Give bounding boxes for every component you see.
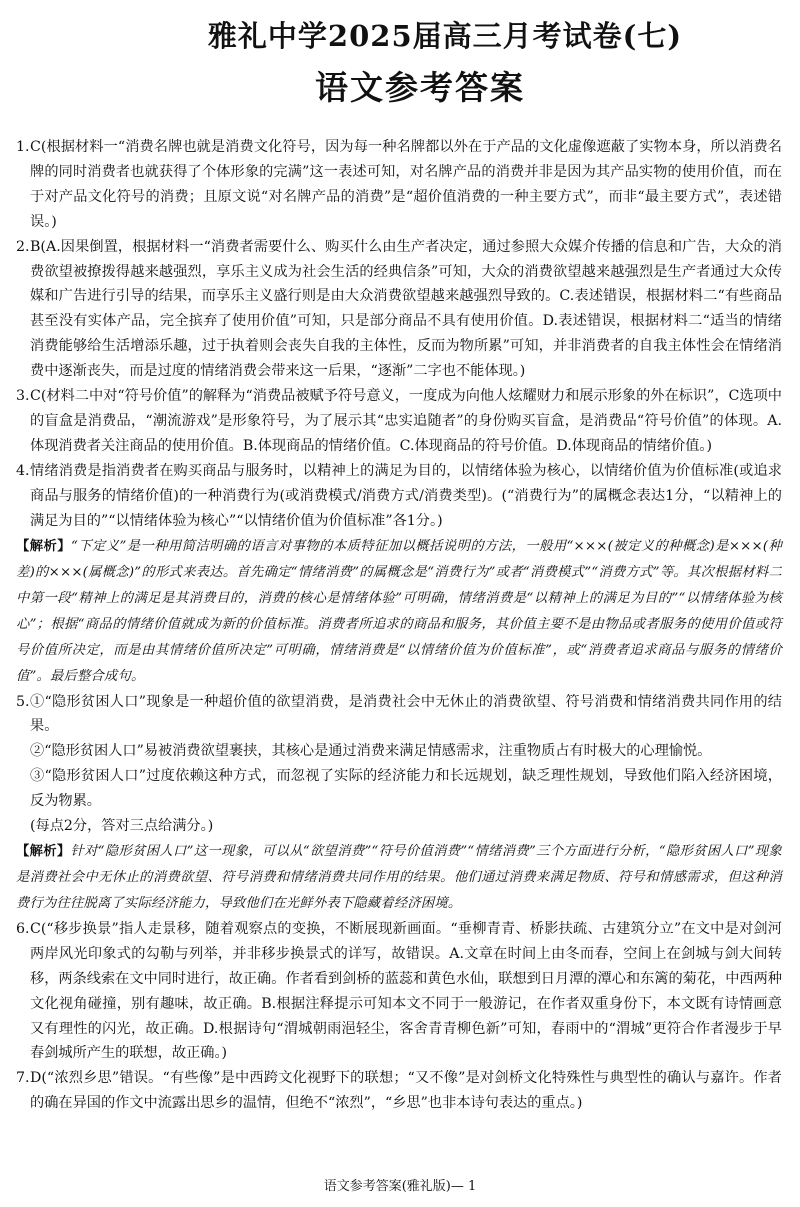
item-point-2: ②“隐形贫困人口”易被消费欲望裹挟，其核心是通过消费来满足情感需求，注重物质占有时极大的心理愉悦。 xyxy=(30,743,712,760)
answer-item-2 xyxy=(16,235,782,384)
item-text: 情绪消费是指消费者在购买商品与服务时，以精神上的满足为目的，以情绪体验为核心，以情绪价值为价值标准(或追求商品与服务的情绪价值)的一种消费行为(或消费模式/消费方式/消费类型)。(“消费行为”的属概念表达1分，“以精神上的满足为目的”“以情绪体验为核心”“以情绪价值为价值标准”各1分。) xyxy=(30,462,782,529)
item-point-1: ①“隐形贫困人口”现象是一种超价值的欲望消费，是消费社会中无休止的消费欲望、符号消费和情绪消费共同作用的结果。 xyxy=(30,693,782,735)
analysis-tag: 【解析】 xyxy=(16,538,71,554)
item-number: 7. xyxy=(16,1070,30,1087)
item-number: 2. xyxy=(16,238,30,255)
item-text: C(“移步换景”指人走景移，随着观察点的变换，不断展现新画面。“垂柳青青、桥影扶疏、古建筑分立”在文中是对剑河两岸风光印象式的勾勒与列举，并非移步换景式的详写，故错误。A.文章在时间上由冬而春，空间上在剑城与剑大间转移，两条线索在文中同时进行，故正确。作者看到剑桥的蓝蕊和黄色水仙，联想到日月潭的潭心和东篱的菊花，中西两种文化视角碰撞，别有趣味，故正确。B.根据注释提示可知本文不同于一般游记，在作者双重身份下，本文既有诗情画意又有理性的闪光，故正确。D.根据诗句“渭城朝雨浥轻尘，客舍青青柳色新”可知，春雨中的“渭城”更符合作者漫步于早春剑城所产生的联想，故正确。) xyxy=(30,920,782,1062)
item-text: D(“浓烈乡思”错误。“有些像”是中西跨文化视野下的联想；“又不像”是对剑桥文化特殊性与典型性的确认与嘉许。作者的确在异国的作文中流露出思乡的温情，但绝不“浓烈”，“乡思”也非本诗句表达的重点。) xyxy=(30,1070,782,1112)
page-title: 雅礼中学2025届高三月考试卷(七) xyxy=(207,19,683,53)
answer-item-3 xyxy=(16,384,782,459)
item-number: 5. xyxy=(16,693,30,710)
item-text: B(A.因果倒置，根据材料一“消费者需要什么、购买什么由生产者决定，通过参照大众媒介传播的信息和广告，大众的消费欲望被撩拨得越来越强烈，享乐主义成为社会生活的经典信条”可知，大众的消费欲望越来越强烈是生产者通过大众传媒和广告进行引导的结果，而享乐主义盛行则是由大众消费欲望越来越强烈导致的。C.表述错误，根据材料二“有些商品甚至没有实体产品，完全摈弃了使用价值”可知，只是部分商品不具有使用价值。D.表述错误，根据材料二“适当的情绪消费能够给生活增添乐趣，过于执着则会丧失自我的主体性，反而为物所累”可知，并非消费者的自我主体性会在情绪消费中逐渐丧失，而是过度的情绪消费会带来这一后果，“逐渐”二字也不能体现。) xyxy=(30,238,782,380)
item-text: C(根据材料一“消费名牌也就是消费文化符号，因为每一种名牌都以外在于产品的文化虚像遮蔽了实物本身，所以消费名牌的同时消费者也就获得了个体形象的完满”这一表述可知，对名牌产品的消费并非是因为其产品实物的使用价值，而在于对产品文化符号的消费；且原文说“对名牌产品的消费”是“超价值消费的一种主要方式”，而非“最主要方式”，表述错误。) xyxy=(30,139,782,230)
analysis-block-5 xyxy=(16,839,782,917)
analysis-block-4 xyxy=(16,534,782,690)
answer-item-6 xyxy=(16,917,782,1066)
page-footer: 语文参考答案(雅礼版)— 1 xyxy=(323,1179,477,1194)
page-subtitle: 语文参考答案 xyxy=(315,68,525,107)
answer-item-5 xyxy=(16,690,782,839)
item-number: 1. xyxy=(16,139,30,155)
item-text: C(材料二中对“符号价值”的解释为“消费品被赋予符号意义，一度成为向他人炫耀财力和展示形象的外在标识”，C选项中的盲盒是消费品，“潮流游戏”是形象符号，为了展示其“忠实追随者”的身份购买盲盒，是消费品“符号价值”的体现。A.体现消费者关注商品的使用价值。B.体现商品的情绪价值。C.体现商品的符号价值。D.体现商品的情绪价值。) xyxy=(30,388,782,454)
item-number: 6. xyxy=(16,920,30,937)
item-number: 4. xyxy=(16,462,30,479)
analysis-tag: 【解析】 xyxy=(16,843,71,859)
item-point-3: ③“隐形贫困人口”过度依赖这种方式，而忽视了实际的经济能力和长远规划，缺乏理性规划，导致他们陷入经济困境，反为物累。 xyxy=(30,768,782,810)
item-number: 3. xyxy=(16,388,30,405)
answer-item-1 xyxy=(16,135,782,235)
scoring-note: (每点2分，答对三点给满分。) xyxy=(30,818,214,835)
answer-item-7 xyxy=(16,1066,782,1116)
answer-list xyxy=(16,135,782,1116)
answer-item-4 xyxy=(16,459,782,534)
analysis-text: 针对“隐形贫困人口”这一现象，可以从“欲望消费”“符号价值消费”“情绪消费”三个方面进行分析，“隐形贫困人口”现象是消费社会中无休止的消费欲望、符号消费和情绪消费共同作用的结果。他们通过消费来满足物质、符号和情感需求，但这种消费行为往往脱离了实际经济能力，导致他们在光鲜外表下隐藏着经济困境。 xyxy=(16,843,782,911)
analysis-text: “下定义”是一种用简洁明确的语言对事物的本质特征加以概括说明的方法，一般用“×××(被定义的种概念)是×××(种差)的×××(属概念)”的形式来表达。首先确定“情绪消费”的属概念是“消费行为”或者“消费模式”“消费方式”等。其次根据材料二中第一段“精神上的满足是其消费目的，消费的核心是情绪体验”可明确，情绪消费是“以精神上的满足为目的”“以情绪体验为核心”；根据“商品的情绪价值就成为新的价值标准。消费者所追求的商品和服务，其价值主要不是由物品或者服务的使用价值或符号价值所决定，而是由其情绪价值所决定”可明确，情绪消费是“以情绪价值为价值标准”，或“消费者追求商品与服务的情绪价值”。最后整合成句。 xyxy=(16,538,782,684)
